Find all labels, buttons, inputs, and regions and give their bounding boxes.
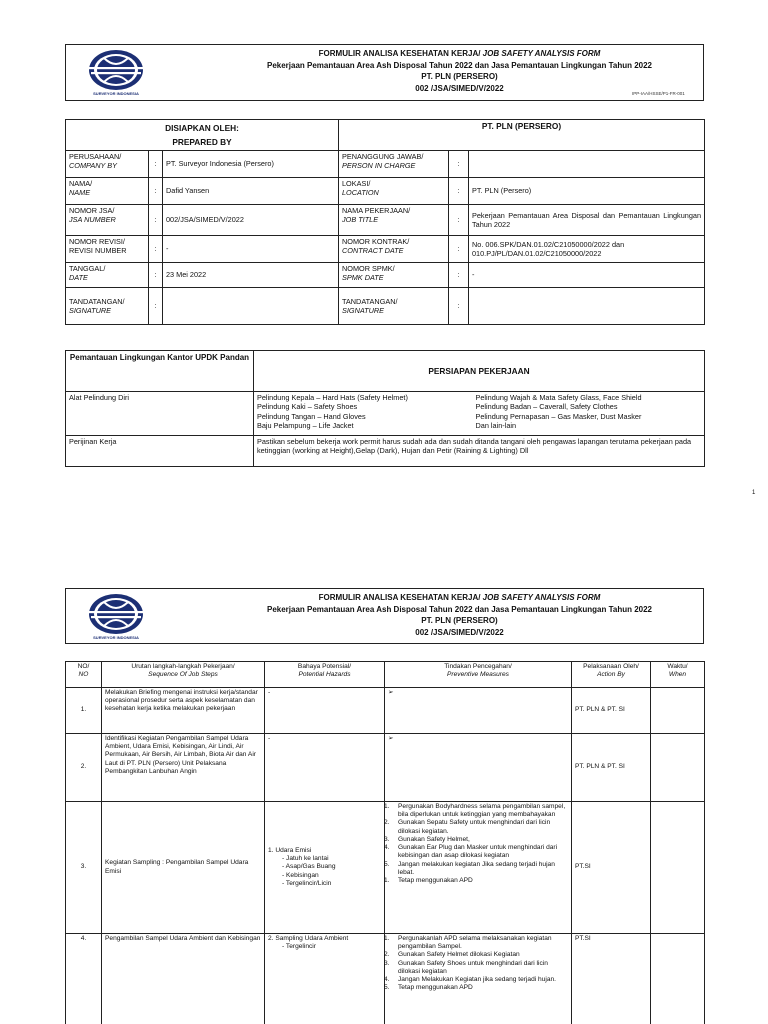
preventive-measure: ➢ bbox=[385, 688, 572, 734]
action-by: PT. PLN & PT. SI bbox=[572, 688, 651, 734]
job-steps-table bbox=[65, 661, 705, 1024]
preventive-measures bbox=[385, 934, 572, 1024]
list-item: 2. Gunakan Safety Helmet dilokasi Kegiatan bbox=[384, 951, 520, 959]
info-row: NOMOR REVISI/ REVISI NUMBER : - NOMOR KONTRAK/ CONTRACT DATE : No. 006.SPK/DAN.01.02/C21050000/2022 dan 010.PJ/PL/DAN.01.02/C21050000/2022 bbox=[66, 236, 705, 263]
izin-label: Perijinan Kerja bbox=[66, 436, 254, 467]
page-number: 1 bbox=[752, 490, 756, 496]
action-by: PT.SI bbox=[572, 802, 651, 934]
header-text bbox=[216, 592, 703, 638]
job-step: Identifikasi Kegiatan Pengambilan Sampel Udara Ambient, Udara Emisi, Kebisingan, Air Lindi, Air Permukaan, Air Bersih, Air Limbah, Biota Air dan Air Laut di PT. PLN (Persero) Unit Pelaksana Pembangkitan Lanbuhan Angin bbox=[102, 734, 265, 802]
apd-item: Pelindung Pernapasan – Gas Masker, Dust Masker bbox=[475, 411, 642, 421]
apd-item: Pelindung Badan – Caverall, Safety Clothes bbox=[475, 402, 618, 412]
hazard: 2. Sampling Udara Ambient - Tergelincir bbox=[265, 934, 385, 1024]
table-row: 2. Identifikasi Kegiatan Pengambilan Sampel Udara Ambient, Udara Emisi, Kebisingan, Air Lindi, Air Permukaan, Air Bersih, Air Limbah, Biota Air dan Air Laut di PT. PLN (Persero) Unit Pelaksana Pembangkitan Lanbuhan Angin - ➢ PT. PLN & PT. SI bbox=[66, 734, 705, 802]
location-header: Pemantauan Lingkungan Kantor UPDK Pandan bbox=[66, 351, 254, 392]
company-value: PT. Surveyor Indonesia (Persero) bbox=[163, 151, 339, 178]
info-row: TANGGAL/ DATE : 23 Mei 2022 NOMOR SPMK/ SPMK DATE : - bbox=[66, 263, 705, 288]
hazard: - bbox=[265, 734, 385, 802]
info-row: PERUSAHAAN/ COMPANY BY : PT. Surveyor Indonesia (Persero) PENANGGUNG JAWAB/ PERSON IN CHARGE : bbox=[66, 151, 705, 178]
signature-row: TANDATANGAN/ SIGNATURE : TANDATANGAN/ SIGNATURE : bbox=[66, 288, 705, 325]
jsa-number-value: 002/JSA/SIMED/V/2022 bbox=[163, 205, 339, 236]
apd-item: Pelindung Kepala – Hard Hats (Safety Helmet) bbox=[257, 393, 408, 402]
list-item: 5. Tetap menggunakan APD bbox=[384, 984, 473, 992]
apd-item: Baju Pelampung – Life Jacket bbox=[257, 421, 354, 431]
action-by: PT. PLN & PT. SI bbox=[572, 734, 651, 802]
list-item: 1. Pergunakanlah APD selama melaksanakan kegiatan pengambilan Sampel. bbox=[384, 935, 552, 951]
list-item: 1. Tetap menggunakan APD bbox=[384, 877, 473, 885]
form-header-1 bbox=[65, 44, 704, 101]
table-row: 3. Kegiatan Sampling : Pengambilan Sampel Udara Emisi 1. Udara Emisi - Jatuh ke lantai - Asap/Gas Buang - Kebisingan - Tergelincir/Licin 1. Pergunakan Bodyhardness selama pengambilan sampel, bila diperlukan untuk ketinggian yang membahayakan 2. Gunakan Sepatu Safety untuk menghindari dari licin dilokasi kegiatan. 3. Gunakan Safety Helmet, 4. Gunakan Ear Plug dan Masker untuk menghindari dari kebisingan dan asap dilokasi kegiatan 5. Jangan melakukan kegiatan Jika sedang terjadi hujan lebat. 1. Tetap menggunakan APD PT.SI bbox=[66, 802, 705, 934]
list-item: 3. Gunakan Safety Helmet, bbox=[384, 835, 470, 843]
action-by: PT.SI bbox=[572, 934, 651, 1024]
list-item: 3. Gunakan Safety Shoes untuk menghindari dari licin dilokasi kegiatan bbox=[384, 959, 548, 975]
info-row: NOMOR JSA/ JSA NUMBER : 002/JSA/SIMED/V/2022 NAMA PEKERJAAN/ JOB TITLE : Pekerjaan Pemantauan Area Disposal dan Pemantauan Lingkungan Tahun 2022 bbox=[66, 205, 705, 236]
document-reference: IPP-IAA/HSSE/P1-FR-001 bbox=[632, 91, 685, 96]
apd-item: Pelindung Kaki – Safety Shoes bbox=[257, 402, 358, 412]
izin-row bbox=[66, 436, 705, 467]
list-item: 5. Jangan melakukan kegiatan Jika sedang terjadi hujan lebat. bbox=[384, 860, 555, 876]
list-item: 2. Gunakan Sepatu Safety untuk menghindari dari licin dilokasi kegiatan. bbox=[384, 819, 551, 835]
apd-row bbox=[66, 392, 705, 436]
form-title: FORMULIR ANALISA KESEHATAN KERJA/ JOB SAFETY ANALYSIS FORM bbox=[318, 593, 601, 602]
date-value: 23 Mei 2022 bbox=[163, 263, 339, 288]
surveyor-indonesia-logo bbox=[84, 592, 148, 640]
info-row: NAMA/ NAME : Dafid Yansen LOKASI/ LOCATION : PT. PLN (Persero) bbox=[66, 178, 705, 205]
logo-caption: SURVEYOR INDONESIA bbox=[93, 91, 139, 96]
izin-text: Pastikan sebelum bekerja work permit harus sudah ada dan sudah ditanda tangani oleh pengawas lapangan terutama pekerjaan pada ketinggian (working at Height),Gelap (Dark), Hujan dan Petir (Raining & Lighting) Dll bbox=[254, 436, 705, 467]
table-row: 4. Pengambilan Sampel Udara Ambient dan Kebisingan 2. Sampling Udara Ambient - Tergelincir 1. Pergunakanlah APD selama melaksanakan kegiatan pengambilan Sampel. 2. Gunakan Safety Helmet dilokasi Kegiatan 3. Gunakan Safety Shoes untuk menghindari dari licin dilokasi kegiatan 4. Jangan Melakukan Kegiatan jika sedang terjadi hujan. 5. Tetap menggunakan APD PT.SI bbox=[66, 934, 705, 1024]
logo-caption: SURVEYOR INDONESIA bbox=[93, 635, 139, 640]
pln-header: PT. PLN (PERSERO) bbox=[339, 120, 705, 151]
preventive-measures bbox=[385, 802, 572, 934]
form-header-2 bbox=[65, 588, 704, 644]
list-item: 4. Gunakan Ear Plug dan Masker untuk menghindari dari kebisingan dan asap dilokasi kegiatan bbox=[384, 844, 558, 860]
jsa-info-table bbox=[65, 119, 705, 325]
company-name: PT. PLN (PERSERO) bbox=[421, 72, 498, 82]
form-subtitle: Pekerjaan Pemantauan Area Ash Disposal Tahun 2022 dan Jasa Pemantauan Lingkungan Tahun 2022 bbox=[266, 604, 652, 614]
form-subtitle: Pekerjaan Pemantauan Area Ash Disposal Tahun 2022 dan Jasa Pemantauan Lingkungan Tahun 2022 bbox=[266, 60, 652, 70]
hazard: - bbox=[265, 688, 385, 734]
job-step: Kegiatan Sampling : Pengambilan Sampel Udara Emisi bbox=[102, 802, 265, 934]
name-value: Dafid Yansen bbox=[163, 178, 339, 205]
table-row: 1. Melakukan Briefing mengenai instruksi kerja/standar operasional prosedur serta aspek keselamatan dan kesehatan kerja ketika melakukan pekerjaan - ➢ PT. PLN & PT. SI bbox=[66, 688, 705, 734]
document-number: 002 /JSA/SIMED/V/2022 bbox=[415, 83, 504, 93]
list-item: 4. Jangan Melakukan Kegiatan jika sedang terjadi hujan. bbox=[384, 976, 556, 984]
apd-item: Pelindung Tangan – Hand Gloves bbox=[257, 411, 366, 421]
company-name: PT. PLN (PERSERO) bbox=[421, 616, 498, 626]
form-title: FORMULIR ANALISA KESEHATAN KERJA/ JOB SAFETY ANALYSIS FORM bbox=[318, 49, 601, 58]
table-header-row: NO/ NO Urutan langkah-langkah Pekerjaan/ Sequence Of Job Steps Bahaya Potensial/ Potential Hazards Tindakan Pencegahan/ Preventive Measures Pelaksanaan Oleh/ Action By Waktu/ When bbox=[66, 662, 705, 688]
header-text bbox=[216, 48, 703, 94]
job-step: Melakukan Briefing mengenai instruksi kerja/standar operasional prosedur serta aspek keselamatan dan kesehatan kerja ketika melakukan pekerjaan bbox=[102, 688, 265, 734]
apd-label: Alat Pelindung Diri bbox=[66, 392, 254, 436]
persiapan-header: PERSIAPAN PEKERJAAN bbox=[254, 351, 705, 392]
apd-item: Dan lain-lain bbox=[475, 421, 517, 431]
list-item: 1. Pergunakan Bodyhardness selama pengambilan sampel, bila diperlukan untuk ketinggian yang membahayakan bbox=[384, 803, 566, 819]
preventive-measure: ➢ bbox=[385, 734, 572, 802]
prepared-by-header: DISIAPKAN OLEH: PREPARED BY bbox=[66, 120, 339, 151]
surveyor-indonesia-logo bbox=[84, 48, 148, 96]
persiapan-table bbox=[65, 350, 705, 467]
job-step: Pengambilan Sampel Udara Ambient dan Kebisingan bbox=[102, 934, 265, 1024]
hazard: 1. Udara Emisi - Jatuh ke lantai - Asap/Gas Buang - Kebisingan - Tergelincir/Licin bbox=[265, 802, 385, 934]
document-number: 002 /JSA/SIMED/V/2022 bbox=[415, 627, 504, 637]
apd-item: Pelindung Wajah & Mata Safety Glass, Face Shield bbox=[475, 393, 642, 402]
